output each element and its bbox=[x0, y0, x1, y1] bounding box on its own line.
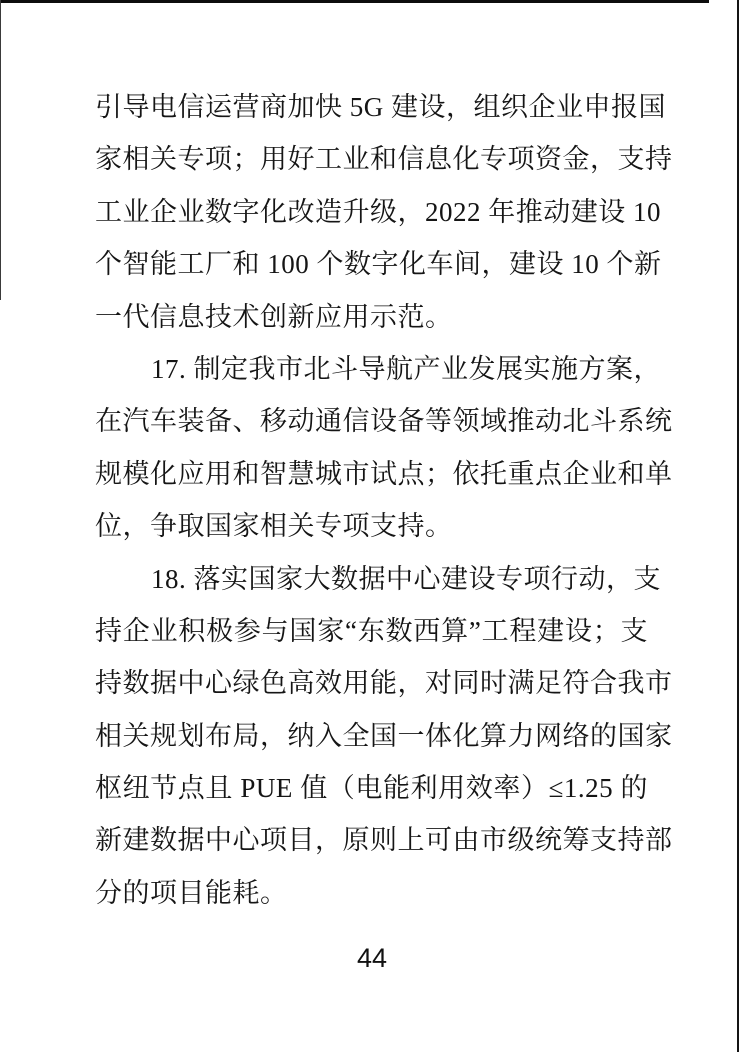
left-edge-scan-artifact bbox=[0, 0, 1, 300]
text-line: 分的项目能耗。 bbox=[95, 877, 288, 908]
text-line: 引导电信运营商加快 5G 建设，组织企业申报国 bbox=[95, 92, 666, 122]
page-number: 44 bbox=[356, 943, 388, 973]
text-line: 相关规划布局，纳入全国一体化算力网络的国家 bbox=[95, 720, 673, 751]
text-line: 18. 落实国家大数据中心建设专项行动，支 bbox=[151, 563, 661, 594]
text-line: 规模化应用和智慧城市试点；依托重点企业和单 bbox=[95, 458, 673, 489]
text-line: 在汽车装备、移动通信设备等领域推动北斗系统 bbox=[95, 406, 673, 437]
text-line: 持数据中心绿色高效用能，对同时满足符合我市 bbox=[95, 668, 673, 699]
right-edge-scan-line bbox=[737, 0, 739, 1052]
text-line: 新建数据中心项目，原则上可由市级统筹支持部 bbox=[95, 825, 673, 856]
top-edge-rule bbox=[0, 0, 709, 3]
text-line: 持企业积极参与国家“东数西算”工程建设；支 bbox=[95, 615, 648, 646]
text-line: 工业企业数字化改造升级，2022 年推动建设 10 bbox=[95, 196, 661, 227]
document-body bbox=[95, 81, 673, 919]
text-line: 17. 制定我市北斗导航产业发展实施方案， bbox=[151, 353, 661, 384]
text-line: 一代信息技术创新应用示范。 bbox=[95, 301, 453, 332]
text-line: 位，争取国家相关专项支持。 bbox=[95, 511, 453, 542]
text-line: 家相关专项；用好工业和信息化专项资金，支持 bbox=[95, 144, 673, 175]
text-line: 枢纽节点且 PUE 值（电能利用效率）≤1.25 的 bbox=[95, 773, 648, 804]
text-line: 个智能工厂和 100 个数字化车间，建设 10 个新 bbox=[95, 249, 662, 280]
